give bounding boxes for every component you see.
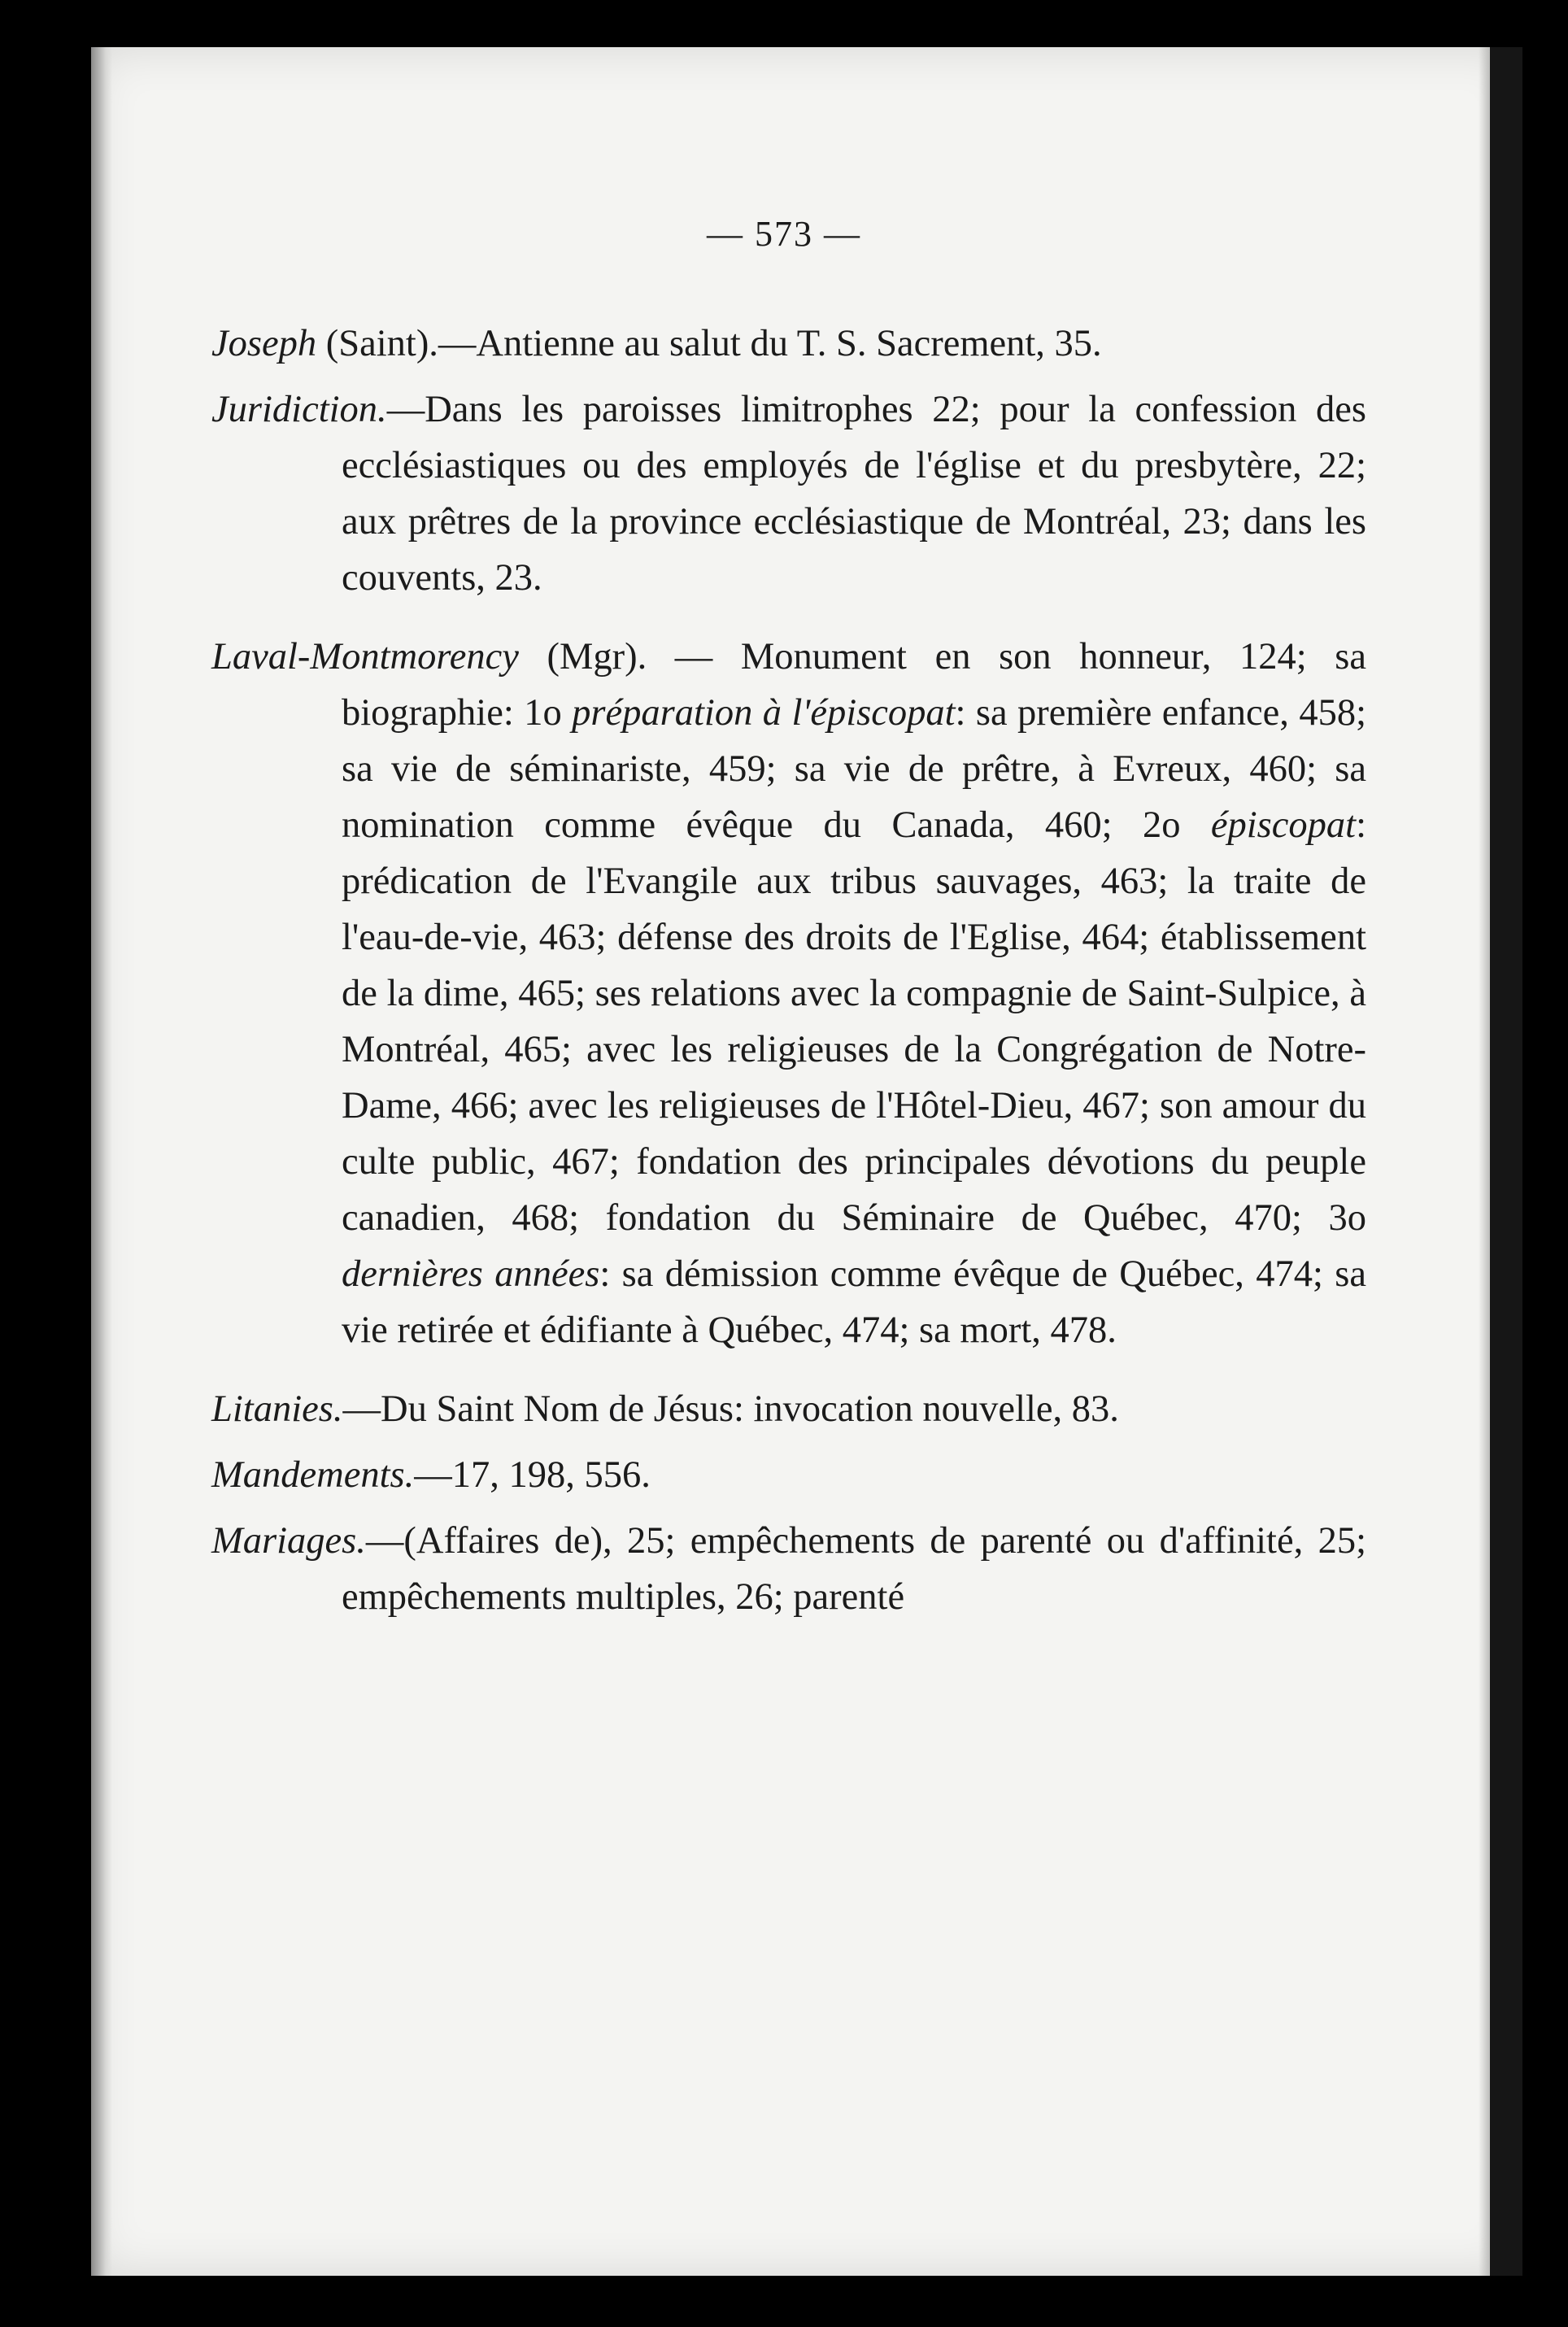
index-entry-laval-montmorency (211, 629, 1366, 1358)
index-entry-mariages (211, 1513, 1366, 1625)
page-number: — 573 — (707, 214, 861, 254)
entry-subheading: épiscopat (1210, 804, 1357, 846)
index-entry-juridiction (211, 381, 1366, 606)
entry-subheading: dernières années (342, 1253, 600, 1295)
page-edge-shadow (1479, 47, 1490, 2276)
entry-body: : prédication de l'Evangile aux tribus sauvages, 463; la traite de l'eau-de-vie, 463; défense des droits de l'Eglise, 464; établissement de la dime, 465; ses relations avec la compagnie de Saint-Sulpice, à Montréal, 465; avec les religieuses de la Congrégation de Notre-Dame, 466; avec les religieuses de l'Hôtel-Dieu, 467; son amour du culte public, 467; fondation des principales dévotions du peuple canadien, 468; fondation du Séminaire de Québec, 470; 3o (342, 804, 1366, 1239)
entry-heading: Litanies. (211, 1388, 343, 1430)
index-entry-litanies (211, 1381, 1366, 1437)
entry-body: : sa démission comme évêque de Québec, 474; sa vie retirée et édifiante à Québec, 474; sa mort, 478. (342, 1253, 1366, 1351)
entry-body: (Mgr). — Monument en son honneur, 124; sa biographie: 1o (342, 636, 1366, 734)
entry-subheading: préparation à l'épiscopat (572, 692, 956, 734)
entry-heading: Mandements. (211, 1454, 415, 1496)
entry-body: —17, 198, 556. (414, 1454, 651, 1496)
entry-body: —Du Saint Nom de Jésus: invocation nouvelle, 83. (342, 1388, 1119, 1430)
entry-heading: Joseph (211, 323, 317, 364)
entry-body: —(Affaires de), 25; empêchements de parenté ou d'affinité, 25; empêchements multiples, 26; parenté (342, 1520, 1366, 1618)
entry-body: —Dans les paroisses limitrophes 22; pour la confession des ecclésiastiques ou des employés de l'église et du presbytère, 22; aux prêtres de la province ecclésiastique de Montréal, 23; dans les couvents, 23. (342, 389, 1366, 599)
entry-heading: Laval-Montmorency (211, 636, 519, 678)
page-binding-strip (1490, 47, 1522, 2276)
entry-heading: Mariages. (211, 1520, 366, 1562)
entry-body: : sa première enfance, 458; sa vie de séminariste, 459; sa vie de prêtre, à Evreux, 460; sa nomination comme évêque du Canada, 460; 2o (342, 692, 1366, 846)
index-entry-joseph (211, 316, 1366, 372)
index-entry-mandements (211, 1447, 1366, 1503)
entry-body: (Saint).—Antienne au salut du T. S. Sacrement, 35. (316, 323, 1102, 364)
index-text (211, 316, 1366, 1625)
page-gutter-shadow (91, 47, 112, 2276)
entry-heading: Juridiction. (211, 389, 387, 430)
